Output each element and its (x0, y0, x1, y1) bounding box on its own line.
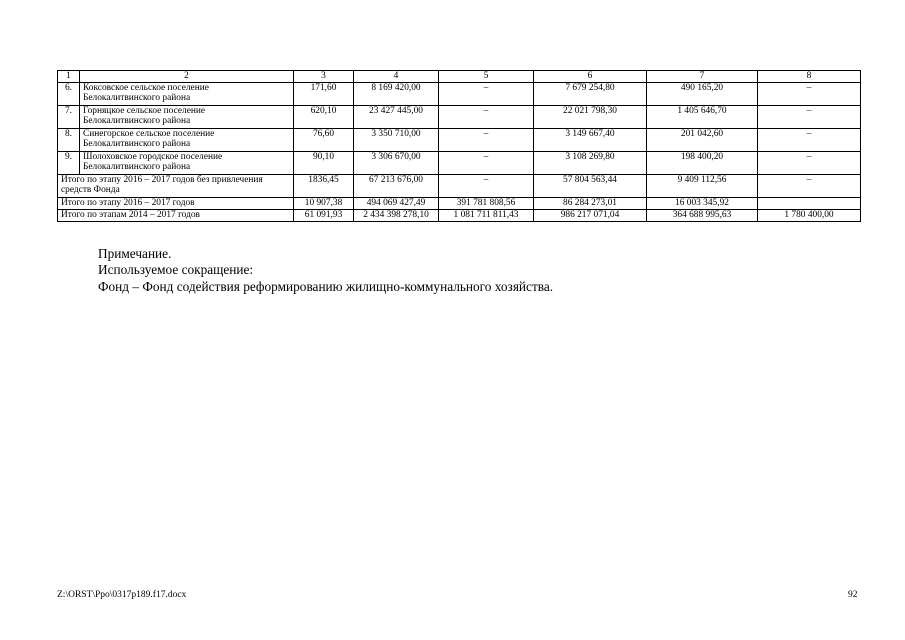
header-cell: 1 (58, 71, 80, 83)
total-row (58, 209, 861, 221)
cell-other (758, 197, 861, 209)
cell-local: 364 688 995,63 (647, 209, 758, 221)
settlement-name: Шолоховское городское поселение Белокалитвинского района (80, 151, 294, 174)
cell-fund: 391 781 808,56 (439, 197, 534, 209)
cell-total-cost: 8 169 420,00 (354, 82, 439, 105)
cell-area: 620,10 (294, 105, 354, 128)
total-row (58, 174, 861, 197)
settlement-name: Горняцкое сельское поселение Белокалитвинского района (80, 105, 294, 128)
row-number: 7. (58, 105, 80, 128)
cell-other: 1 780 400,00 (758, 209, 861, 221)
cell-area: 76,60 (294, 128, 354, 151)
footer-page-number: 92 (848, 590, 858, 600)
cell-fund: – (439, 82, 534, 105)
header-cell: 7 (647, 71, 758, 83)
cell-local: 490 165,20 (647, 82, 758, 105)
cell-regional: 86 284 273,01 (534, 197, 647, 209)
cell-regional: 57 804 563,44 (534, 174, 647, 197)
table-row (58, 128, 861, 151)
cell-total-cost: 3 350 710,00 (354, 128, 439, 151)
cell-total-cost: 23 427 445,00 (354, 105, 439, 128)
header-cell: 6 (534, 71, 647, 83)
note-abbrev-title: Используемое сокращение: (98, 262, 254, 278)
cell-regional: 3 108 269,80 (534, 151, 647, 174)
note-abbrev-definition: Фонд – Фонд содействия реформированию жилищно-коммунального хозяйства. (98, 278, 554, 294)
cell-total-cost: 494 069 427,49 (354, 197, 439, 209)
cell-other: – (758, 128, 861, 151)
total-label: Итого по этапу 2016 – 2017 годов (58, 197, 294, 209)
cell-fund: – (439, 128, 534, 151)
cell-local: 1 405 646,70 (647, 105, 758, 128)
row-number: 8. (58, 128, 80, 151)
row-number: 9. (58, 151, 80, 174)
row-number: 6. (58, 82, 80, 105)
cell-local: 201 042,60 (647, 128, 758, 151)
cell-regional: 986 217 071,04 (534, 209, 647, 221)
cell-local: 9 409 112,56 (647, 174, 758, 197)
cell-fund: 1 081 711 811,43 (439, 209, 534, 221)
cell-area: 171,60 (294, 82, 354, 105)
cell-fund: – (439, 174, 534, 197)
cell-total-cost: 3 306 670,00 (354, 151, 439, 174)
cell-other: – (758, 105, 861, 128)
header-cell: 3 (294, 71, 354, 83)
cell-total-cost: 2 434 398 278,10 (354, 209, 439, 221)
cell-regional: 3 149 667,40 (534, 128, 647, 151)
cell-regional: 22 021 798,30 (534, 105, 647, 128)
total-label: Итого по этапу 2016 – 2017 годов без привлечения средств Фонда (58, 174, 294, 197)
cell-other: – (758, 151, 861, 174)
table-header-row (58, 71, 861, 83)
cell-local: 198 400,20 (647, 151, 758, 174)
header-cell: 2 (80, 71, 294, 83)
table-row (58, 82, 861, 105)
cell-fund: – (439, 105, 534, 128)
cell-fund: – (439, 151, 534, 174)
cell-other: – (758, 82, 861, 105)
settlement-name: Коксовское сельское поселение Белокалитвинского района (80, 82, 294, 105)
cell-area: 90,10 (294, 151, 354, 174)
header-cell: 5 (439, 71, 534, 83)
settlement-name: Синегорское сельское поселение Белокалитвинского района (80, 128, 294, 151)
cell-regional: 7 679 254,80 (534, 82, 647, 105)
cell-other: – (758, 174, 861, 197)
table-row (58, 151, 861, 174)
data-table (57, 70, 861, 222)
cell-area: 10 907,38 (294, 197, 354, 209)
cell-total-cost: 67 213 676,00 (354, 174, 439, 197)
note-heading: Примечание. (98, 246, 172, 261)
header-cell: 8 (758, 71, 861, 83)
total-row (58, 197, 861, 209)
total-label: Итого по этапам 2014 – 2017 годов (58, 209, 294, 221)
footer-file-path: Z:\ORST\Ppo\0317p189.f17.docx (57, 590, 187, 600)
table-row (58, 105, 861, 128)
note-block (98, 246, 553, 295)
header-cell: 4 (354, 71, 439, 83)
cell-area: 61 091,93 (294, 209, 354, 221)
cell-local: 16 003 345,92 (647, 197, 758, 209)
cell-area: 1836,45 (294, 174, 354, 197)
